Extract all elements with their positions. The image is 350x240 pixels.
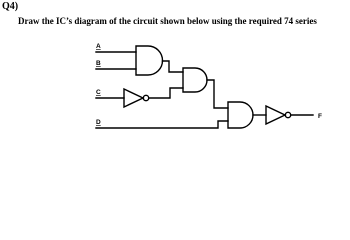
question-text: Draw the IC’s diagram of the circuit shown below using the required 74 series xyxy=(18,16,317,26)
output-label-f: F xyxy=(318,113,322,120)
input-label-c: C xyxy=(96,89,101,96)
and-gate-2 xyxy=(183,68,207,92)
and-gate-3 xyxy=(228,102,253,128)
wire-and2-to-and3 xyxy=(207,80,228,108)
input-label-d: D xyxy=(96,119,101,126)
input-label-a: A xyxy=(96,43,101,50)
wire-not1-to-and2 xyxy=(149,88,183,98)
wire-input-d xyxy=(96,121,228,128)
input-label-b: B xyxy=(96,60,101,67)
question-number: Q4) xyxy=(2,1,19,12)
not-gate-1 xyxy=(124,89,143,107)
and-gate-1 xyxy=(136,46,163,75)
not-gate-2 xyxy=(266,106,285,124)
wire-and1-to-and2 xyxy=(163,61,184,72)
